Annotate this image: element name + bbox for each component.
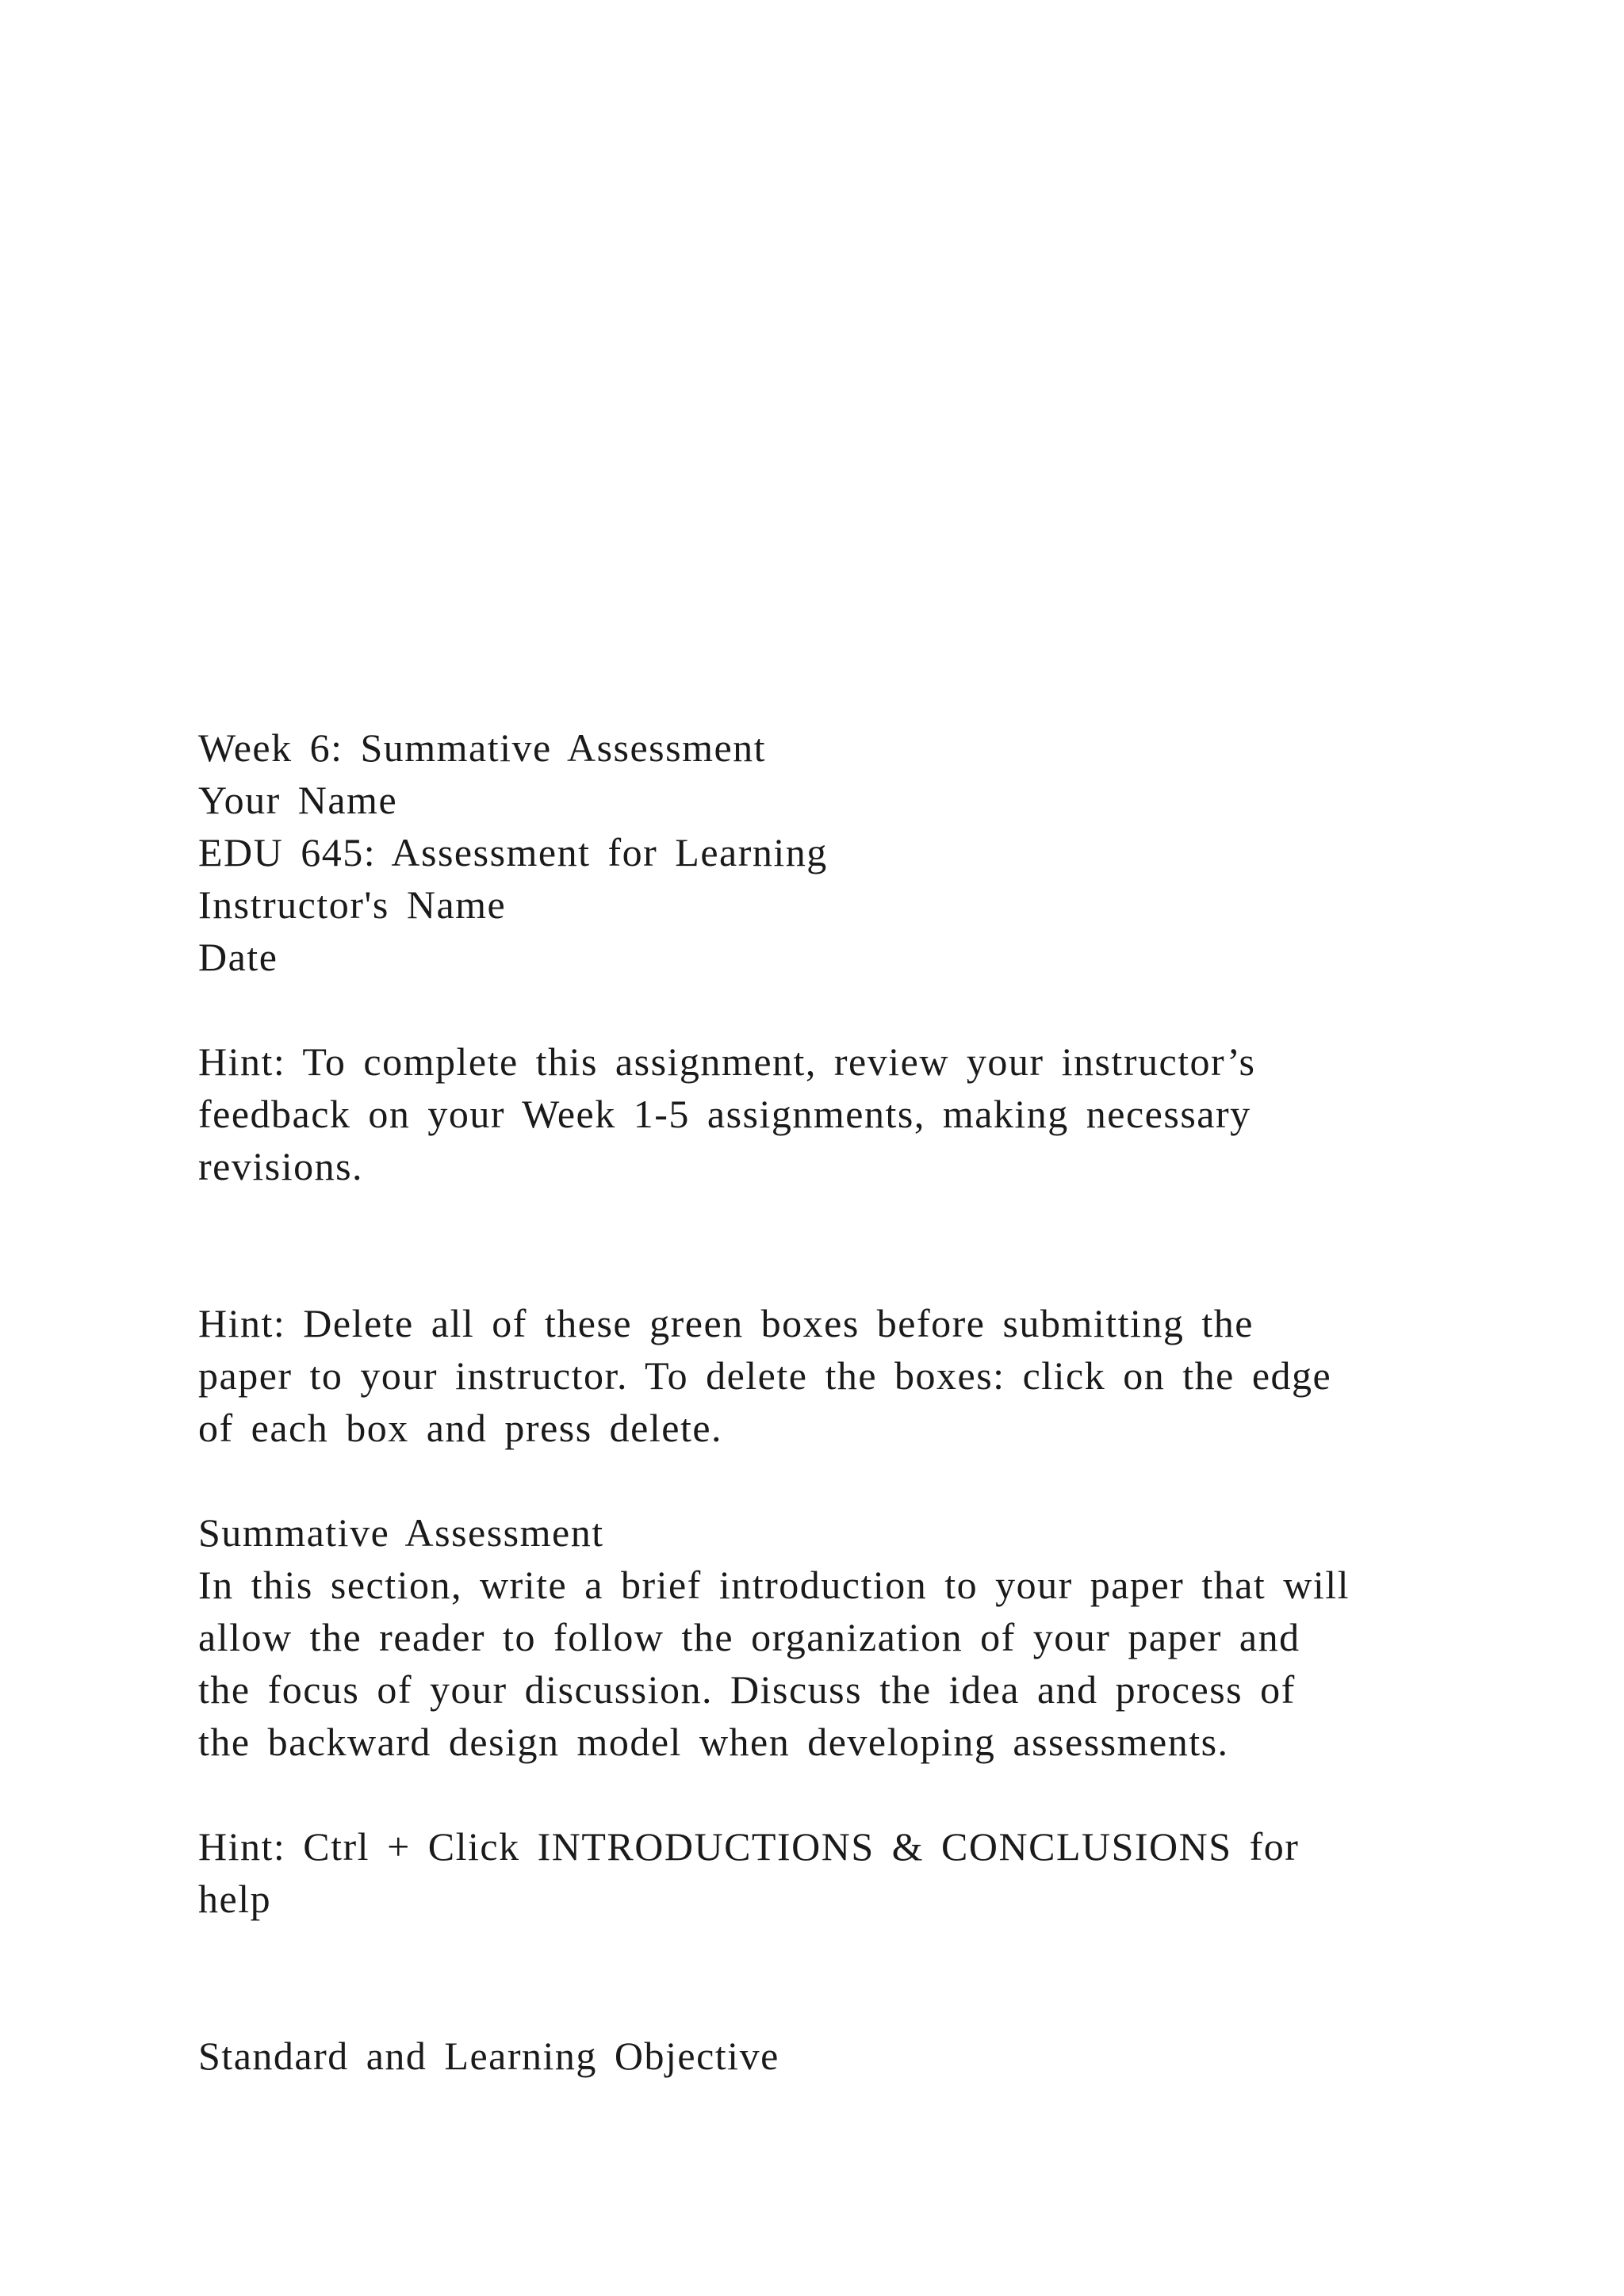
standard-heading: Standard and Learning Objective — [198, 2034, 779, 2078]
hint-help-line: help — [198, 1877, 272, 1921]
course-name: EDU 645: Assessment for Learning — [198, 830, 828, 874]
summative-body-line: In this section, write a brief introduction to your paper that will — [198, 1563, 1350, 1607]
hint-delete-boxes-line: Hint: Delete all of these green boxes before submitting the — [198, 1301, 1254, 1345]
summative-heading: Summative Assessment — [198, 1510, 604, 1555]
summative-body-line: the backward design model when developing assessments. — [198, 1720, 1229, 1764]
instructor-name: Instructor's Name — [198, 882, 507, 927]
summative-body-line: the focus of your discussion. Discuss the idea and process of — [198, 1667, 1296, 1712]
hint-revisions-line: feedback on your Week 1-5 assignments, making necessary — [198, 1092, 1251, 1136]
summative-body-line: allow the reader to follow the organization of your paper and — [198, 1615, 1300, 1659]
hint-revisions-line: Hint: To complete this assignment, review your instructor’s — [198, 1039, 1256, 1084]
hint-delete-boxes-line: paper to your instructor. To delete the boxes: click on the edge — [198, 1353, 1332, 1398]
student-name: Your Name — [198, 778, 398, 822]
hint-delete-boxes-line: of each box and press delete. — [198, 1406, 723, 1450]
hint-revisions-line: revisions. — [198, 1144, 364, 1188]
hint-help-line: Hint: Ctrl + Click INTRODUCTIONS & CONCLUSIONS for — [198, 1824, 1300, 1869]
document-title: Week 6: Summative Assessment — [198, 725, 767, 770]
date-line: Date — [198, 935, 278, 979]
